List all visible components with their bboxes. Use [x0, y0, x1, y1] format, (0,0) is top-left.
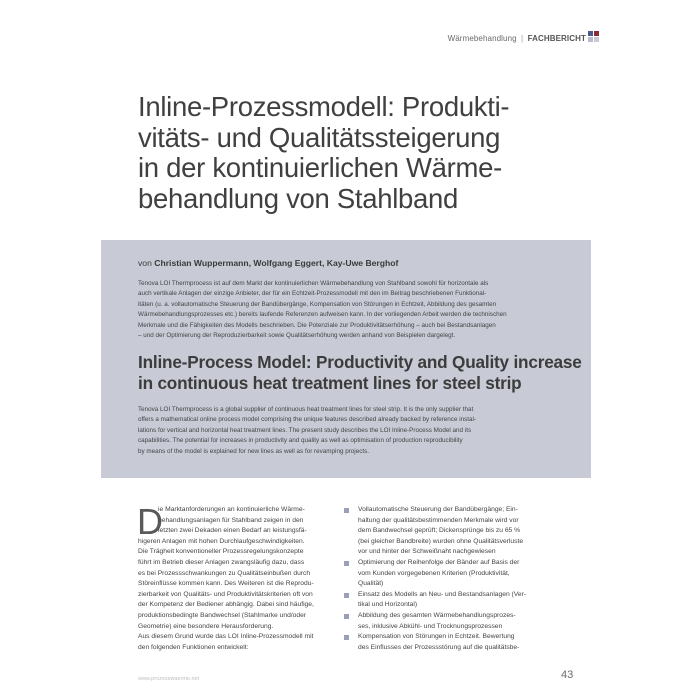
- body-line: der Kompetenz der Bediener abhängig. Dabei sind häufige,: [138, 601, 314, 609]
- bullet-square-icon: [344, 561, 349, 566]
- body-line: letzten zwei Dekaden einen Bedarf an leistungsfä-: [158, 527, 307, 535]
- header-category: FACHBERICHT: [527, 34, 586, 43]
- byline: [138, 258, 398, 268]
- body-line: ie Marktanforderungen an kontinuierliche Wärme-: [158, 506, 305, 513]
- header-separator: |: [521, 34, 524, 43]
- body-line: es bei Prozessschwankungen zu Qualitätseinbußen durch: [138, 569, 311, 577]
- bullet-line: vor und hinter der Schweißnaht nachgewiesen: [358, 548, 496, 556]
- bullet-line: ses, inklusive Abkühl- und Trocknungsprozessen: [358, 622, 503, 630]
- bullet-item: [344, 632, 554, 653]
- title-line: in der kontinuierlichen Wärme-: [138, 152, 502, 183]
- bullet-line: Vollautomatische Steuerung der Bandübergänge; Ein-: [358, 506, 518, 513]
- abstract-de-line: Wärmebehandlungsprozesses etc.) bereits laufende Referenzen aufweisen kann. In der vorliegenden Arbeit werden die technischen: [138, 311, 507, 319]
- bullet-line: Abbildung des gesamten Wärmebehandlungsprozes-: [358, 611, 516, 619]
- abstract-de-line: Merkmale und die Fähigkeiten des Modells beschrieben. Die Potenziale zur Produktivitätserhöhung – auch bei Bestandsanlagen: [138, 321, 496, 329]
- body-line: Aus diesem Grund wurde das LOI Inline-Prozessmodell mit: [138, 633, 314, 641]
- bullet-square-icon: [344, 593, 349, 598]
- body-line: Geometrie) eine besondere Herausforderung.: [138, 622, 274, 630]
- byline-authors: Christian Wuppermann, Wolfgang Eggert, Kay-Uwe Berghof: [154, 258, 399, 268]
- bullet-item: [344, 611, 554, 632]
- running-header: [448, 34, 586, 43]
- body-column-left: [137, 501, 328, 653]
- page-number: 43: [561, 669, 574, 681]
- abstract-en-line: offers a mathematical online process model comprising the unique features described already backed by reference instal-: [138, 416, 476, 424]
- english-title: [138, 352, 583, 393]
- title-line: vitäts- und Qualitätssteigerung: [138, 121, 501, 153]
- abstract-english: [138, 405, 578, 457]
- body-line: führt im Betrieb dieser Anlagen zwangsläufig dazu, dass: [138, 558, 305, 566]
- bullet-line: vom Kunden vorgegebenen Kriterien (Produktivität,: [358, 569, 510, 577]
- bullet-line: Optimierung der Reihenfolge der Bänder auf Basis der: [358, 558, 520, 566]
- footer-url: www.prozesswaerme.net: [138, 676, 200, 682]
- body-line: Die Trägheit konventioneller Prozessregelungskonzepte: [138, 548, 304, 556]
- abstract-en-line: capabilities. The potential for increases in productivity and quality as well as optimisation of production reproducibility: [138, 437, 463, 445]
- abstract-en-line: by means of the model is explained for new lines as well as for revamping projects.: [138, 447, 369, 455]
- abstract-german: [138, 279, 578, 341]
- bullet-square-icon: [344, 635, 349, 640]
- body-line: produktionsbedingte Bandwechsel (Stahlmarke und/oder: [138, 611, 307, 619]
- byline-prefix: von: [138, 258, 152, 268]
- body-line: zierbarkeit von Qualitäts- und Produktivitätskriterien oft von: [138, 590, 313, 598]
- bullet-line: Kompensation von Störungen in Echtzeit. Bewertung: [358, 633, 515, 641]
- title-line: Inline-Prozessmodell: Produkti-: [138, 91, 510, 122]
- drop-cap: D: [137, 501, 163, 542]
- bullet-line: tikal und Horizontal): [358, 601, 418, 609]
- header-section: Wärmebehandlung: [447, 34, 517, 43]
- bullet-item: [344, 558, 554, 590]
- bullet-item: [344, 590, 554, 611]
- bullet-square-icon: [344, 508, 349, 513]
- english-title-line: Inline-Process Model: Productivity and Quality increase: [138, 352, 582, 372]
- abstract-de-line: auch vertikale Anlagen der einzige Anbieter, der für ein Echtzeit-Prozessmodell mit den im Beitrag beschriebenen Funktional-: [138, 290, 487, 298]
- bullet-line: (bei gleicher Bandbreite) wurden ohne Qualitätsverluste: [358, 537, 524, 545]
- abstract-de-line: – und der Optimierung der Reproduzierbarkeit sowie Qualitätserhöhung werden anhand von Beispielen dargelegt.: [138, 332, 456, 340]
- article-title: [138, 92, 578, 214]
- body-line: higeren Anlagen mit hohen Durchlaufgeschwindigkeiten.: [138, 537, 305, 545]
- english-title-line: in continuous heat treatment lines for steel strip: [138, 372, 522, 393]
- bullet-square-icon: [344, 614, 349, 619]
- bullet-item: [344, 505, 554, 558]
- bullet-line: Qualität): [358, 580, 384, 588]
- abstract-de-line: itäten (u. a. vollautomatische Steuerung der Bandübergänge, Kompensation von Störungen in Echtzeit, Abbildung des gesamten: [138, 300, 497, 308]
- body-line: Störeinflüsse kommen kann. Des Weiteren ist die Reprodu-: [138, 580, 314, 588]
- title-line: behandlung von Stahlband: [138, 182, 459, 214]
- bullet-line: dem Bandwechsel geprüft; Dickensprünge bis zu 65 %: [358, 527, 521, 535]
- bullet-line: Einsatz des Modells an Neu- und Bestandsanlagen (Ver-: [358, 590, 527, 598]
- abstract-en-line: lations for vertical and horizontal heat treatment lines. The present study describes the LOI Inline-Process Model and its: [138, 426, 472, 434]
- body-line: behandlungsanlagen für Stahlband zeigen in den: [158, 516, 304, 524]
- header-logo-mark-icon: [588, 31, 600, 43]
- bullet-line: des Einflusses der Prozessstörung auf die qualitätsbe-: [358, 643, 520, 651]
- abstract-en-line: Tenova LOI Thermprocess is a global supplier of continuous heat treatment lines for steel strip. It is the only supplier that: [138, 406, 474, 413]
- body-column-right: [344, 505, 554, 653]
- bullet-line: haltung der qualitätsbestimmenden Merkmale wird vor: [358, 516, 519, 524]
- body-line: den folgenden Funktionen entwickelt:: [138, 643, 249, 651]
- abstract-de-line: Tenova LOI Thermprocess ist auf dem Markt der kontinuierlichen Wärmebehandlung von Stahlband sowohl für horizontale als: [138, 280, 489, 287]
